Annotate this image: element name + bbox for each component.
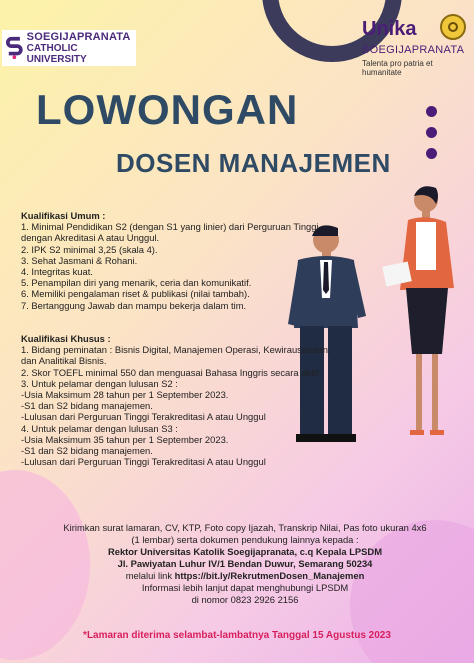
list-item: 1. Bidang peminatan : Bisnis Digital, Manajemen Operasi, Kewirausahaan, dan Analitikal Bisnis. (21, 344, 331, 367)
list-item: 5. Penampilan diri yang menarik, ceria dan komunikatif. (21, 277, 252, 289)
list-item: 4. Integritas kuat. (21, 266, 93, 278)
list-item: 3. Sehat Jasmani & Rohani. (21, 254, 138, 266)
logo-left-line1: SOEGIJAPRANATA (26, 31, 131, 43)
special-qualifications (21, 333, 341, 467)
general-qualifications-heading: Kualifikasi Umum : (21, 210, 106, 221)
footer-line: (1 lembar) serta dokumen pendukung lainnya kepada : (131, 534, 359, 545)
footer-line: Kirimkan surat lamaran, CV, KTP, Foto copy Ijazah, Transkrip Nilai, Pas foto ukuran 4x6 (63, 522, 427, 533)
university-s-icon (6, 35, 23, 61)
logo-unika-text: Unika (362, 18, 417, 40)
list-item: 2. Skor TOEFL minimal 550 dan menguasai Bahasa Inggris secara aktif. (21, 366, 321, 378)
deadline-notice: *Lamaran diterima selambat-lambatnya Tanggal 15 Agustus 2023 (83, 630, 391, 641)
title-position: DOSEN MANAJEMEN (116, 148, 391, 178)
title-lowongan: LOWONGAN (36, 86, 299, 133)
list-item: 6. Memiliki pengalaman riset & publikasi (nilai tambah). (21, 288, 250, 300)
list-item: -Lulusan dari Perguruan Tinggi Terakreditasi A atau Unggul (21, 456, 266, 468)
contact-number: di nomor 0823 2926 2156 (191, 594, 299, 605)
recipient-address: Jl. Pawiyatan Luhur IV/1 Bendan Duwur, Semarang 50234 (117, 558, 373, 569)
university-seal-icon (440, 14, 466, 40)
list-item: 2. IPK S2 minimal 3,25 (skala 4). (21, 243, 158, 255)
recipient-name: Rektor Universitas Katolik Soegijapranata, c.q Kepala LPSDM (107, 546, 383, 557)
list-item: -S1 dan S2 bidang manajemen. (21, 445, 153, 457)
logo-left-line2: CATHOLIC UNIVERSITY (26, 43, 87, 65)
university-logo-right (362, 10, 474, 77)
link-line (60, 570, 430, 582)
footer-line: Informasi lebih lanjut dapat menghubungi LPSDM (141, 582, 349, 593)
list-item: 3. Untuk pelamar dengan lulusan S2 : (21, 377, 178, 389)
link-prefix: melalui link (125, 570, 175, 581)
list-item: 1. Minimal Pendidikan S2 (dengan S1 yang linier) dari Perguruan Tinggi dengan Akreditasi A atau Unggul. (21, 221, 319, 244)
university-logo-left (2, 30, 136, 66)
decorative-dots (426, 106, 437, 169)
application-link[interactable]: https://bit.ly/RekrutmenDosen_Manajemen (174, 570, 365, 581)
application-instructions (60, 522, 430, 606)
logo-tagline: Talenta pro patria et humanitate (362, 59, 433, 77)
list-item: -Usia Maksimum 35 tahun per 1 September 2023. (21, 433, 229, 445)
general-qualifications (21, 210, 341, 311)
logo-right-name: SOEGIJAPRANATA (362, 44, 465, 56)
list-item: -Usia Maksimum 28 tahun per 1 September 2023. (21, 389, 229, 401)
list-item: 7. Bertanggung Jawab dan mampu bekerja dalam tim. (21, 299, 247, 311)
list-item: -Lulusan dari Perguruan Tinggi Terakreditasi A atau Unggul (21, 411, 266, 423)
list-item: 4. Untuk pelamar dengan lulusan S3 : (21, 422, 178, 434)
list-item: -S1 dan S2 bidang manajemen. (21, 400, 153, 412)
special-qualifications-heading: Kualifikasi Khusus : (21, 333, 111, 344)
